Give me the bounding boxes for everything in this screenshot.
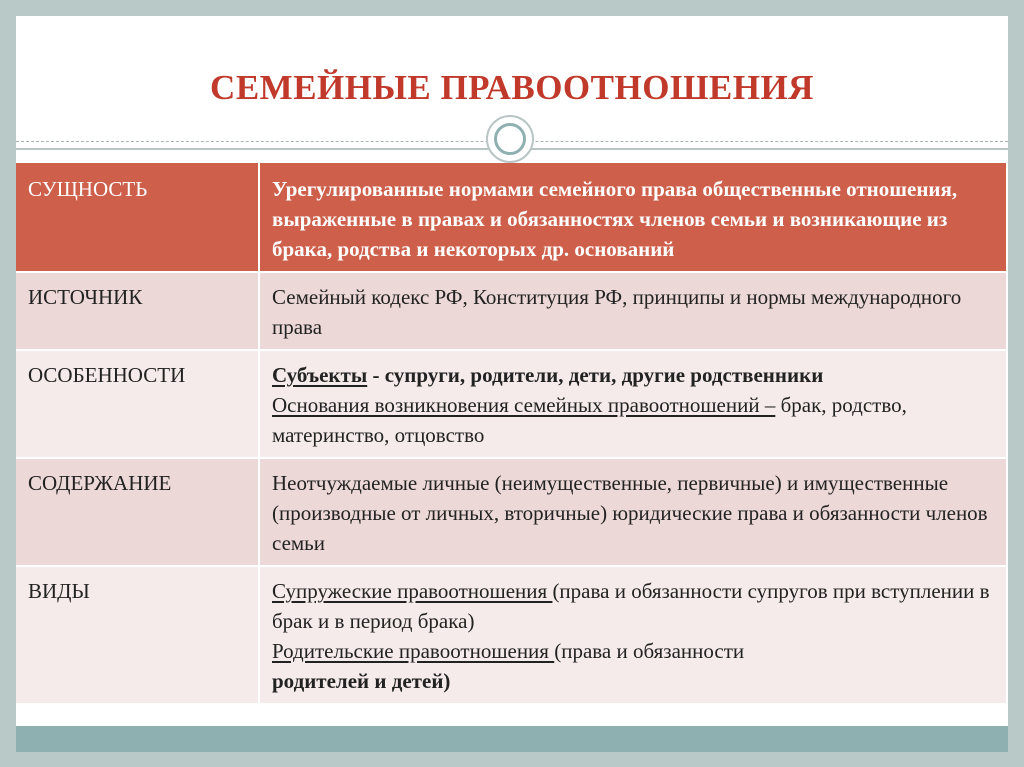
- table-row-features: [16, 350, 1006, 458]
- row-label-source: ИСТОЧНИК: [16, 272, 259, 350]
- row-label-content: СОДЕРЖАНИЕ: [16, 458, 259, 566]
- features-subjects-line: [272, 360, 996, 390]
- family-law-table: [16, 163, 1006, 705]
- slide-title: СЕМЕЙНЫЕ ПРАВООТНОШЕНИЯ: [210, 68, 814, 107]
- table-row-types: [16, 566, 1006, 704]
- table-row-content: [16, 458, 1006, 566]
- table-row-essence: [16, 163, 1006, 272]
- row-label-types: ВИДЫ: [16, 566, 259, 704]
- types-parental-tail: родителей и детей): [272, 669, 451, 693]
- parental-text: (права и обязанности: [554, 639, 745, 663]
- grounds-term: Основания возникновения семейных правоотношений –: [272, 393, 776, 417]
- parental-term: Родительские правоотношения: [272, 639, 555, 663]
- types-spousal-line: [272, 576, 996, 636]
- row-label-essence: СУЩНОСТЬ: [16, 163, 259, 272]
- subjects-term: Субъекты: [272, 363, 368, 387]
- bottom-band: [16, 726, 1008, 752]
- row-text-source: Семейный кодекс РФ, Конституция РФ, принципы и нормы международного права: [259, 272, 1006, 350]
- row-text-essence: Урегулированные нормами семейного права общественные отношения, выраженные в правах и обязанностях членов семьи и возникающие из брака, родства и некоторых др. оснований: [259, 163, 1006, 272]
- grounds-text: брак, родство, материнство, отцовство: [272, 393, 907, 447]
- subjects-text: - супруги, родители, дети, другие родственники: [372, 363, 824, 387]
- row-label-features: ОСОБЕННОСТИ: [16, 350, 259, 458]
- spousal-term: Супружеские правоотношения: [272, 579, 553, 603]
- divider-ring-icon: [486, 115, 534, 163]
- types-parental-line: [272, 636, 996, 666]
- row-text-content: Неотчуждаемые личные (неимущественные, первичные) и имущественные (производные от личных, вторичные) юридические права и обязанности членов семьи: [259, 458, 1006, 566]
- spousal-text: (права и обязанности супругов при вступлении в брак и в период брака): [272, 579, 990, 633]
- table-row-source: [16, 272, 1006, 350]
- row-text-types: [259, 566, 1006, 704]
- row-text-features: [259, 350, 1006, 458]
- features-grounds-line: [272, 390, 996, 450]
